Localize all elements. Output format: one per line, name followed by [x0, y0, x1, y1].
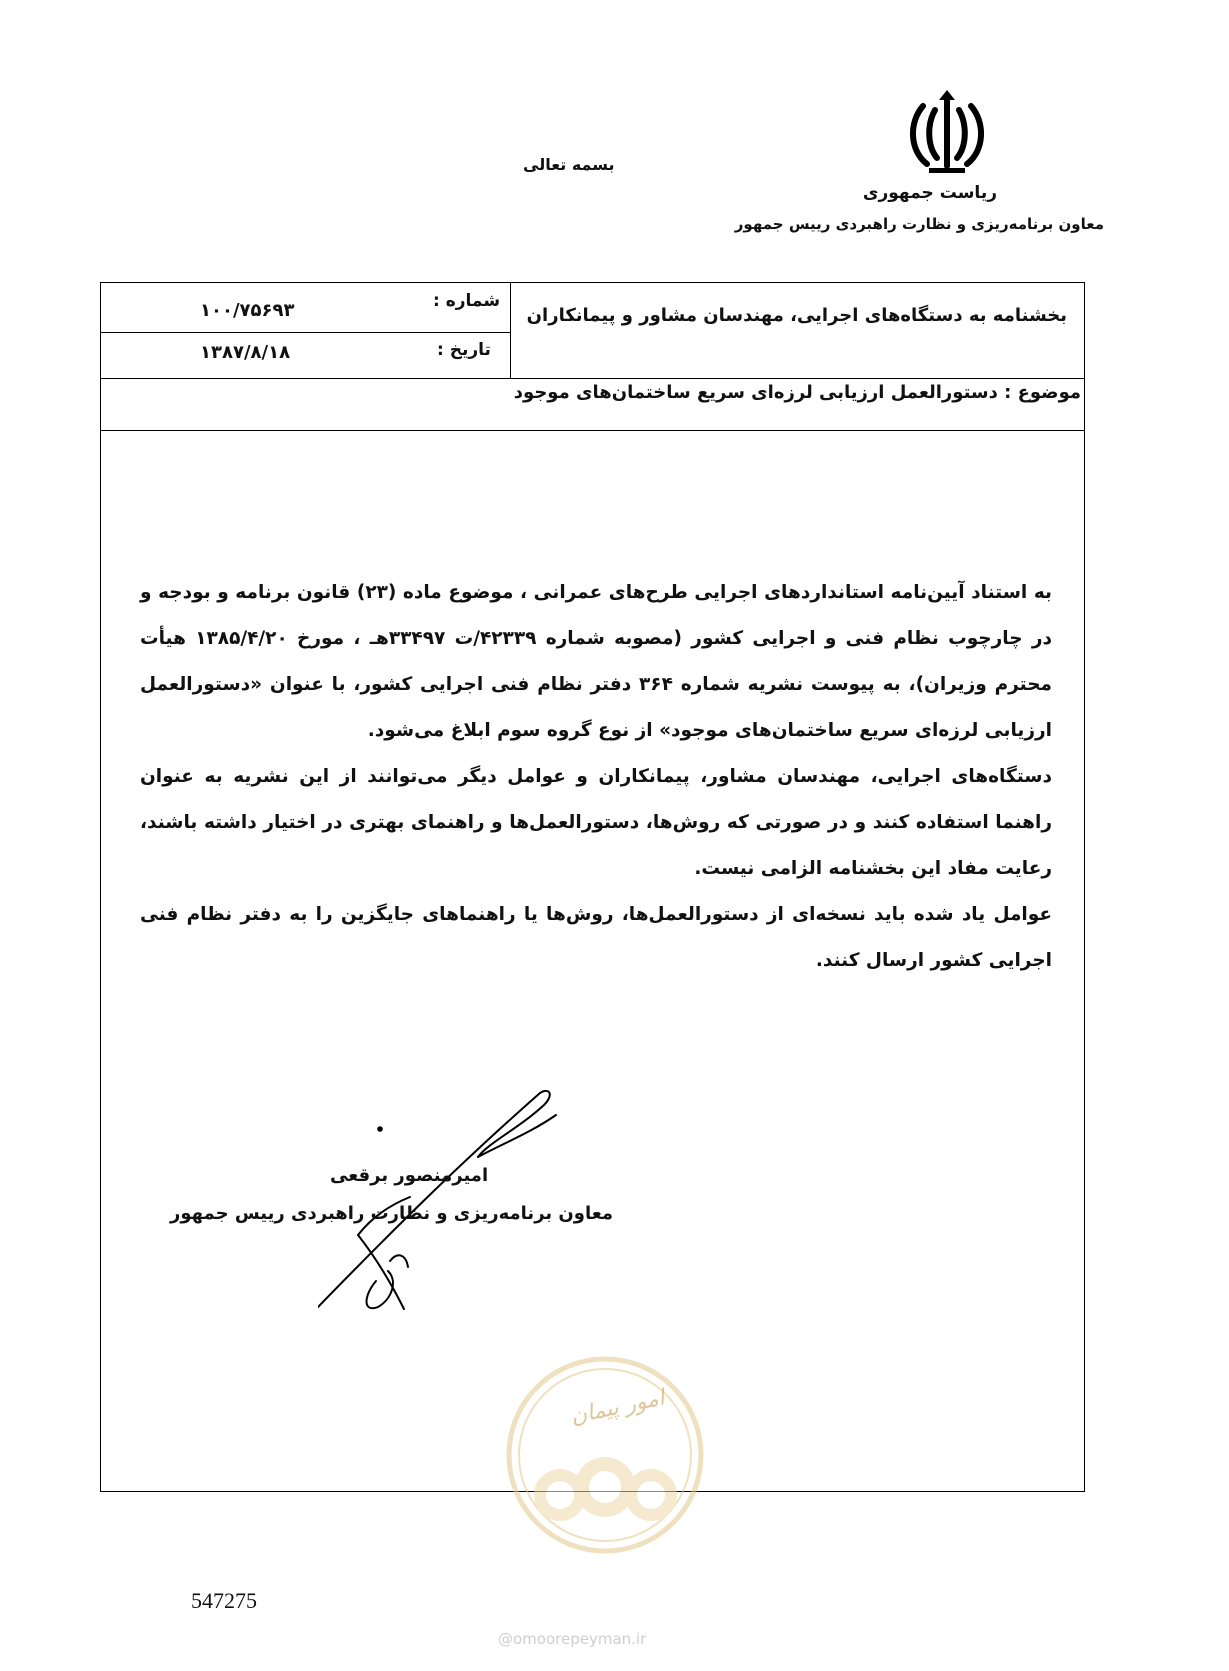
watermark-text: امور پیمان [568, 1385, 667, 1430]
watermark-website: @omoorepeyman.ir [498, 1630, 647, 1648]
subject-line: موضوع : دستورالعمل ارزیابی لرزه‌ای سریع ساختمان‌های موجود [513, 382, 1081, 403]
letter-body [140, 570, 1052, 984]
divider [510, 282, 511, 378]
addressee: بخشنامه به دستگاه‌های اجرایی، مهندسان مشاور و پیمانکاران [526, 305, 1067, 326]
bold-title: دستورالعمل ارزیابی لرزه‌ای سریع ساختمان‌های موجود [140, 674, 1052, 741]
divider [100, 332, 510, 333]
number-label: شماره : [433, 291, 501, 311]
number-value: ۱۰۰/۷۵۶۹۳ [200, 300, 295, 321]
body-paragraph-1 [140, 570, 1052, 754]
signer-name: امیرمنصور برقعی [330, 1165, 489, 1186]
divider [100, 430, 1085, 431]
document-id: 547275 [191, 1588, 257, 1613]
body-text-span: به استناد آیین‌نامه استانداردهای اجرایی طرح‌های عمرانی ، موضوع ماده (۲۳) قانون برنامه و بودجه و در چارچوب نظام فنی و اجرایی کشور (مصوبه شماره ۴۲۳۳۹/ت ۳۳۴۹۷هـ ، مورخ ۱۳۸۵/۴/۲۰ هیأت محترم وزیران)، به پیوست نشریه شماره ۳۶۴ دفتر نظام فنی اجرایی کشور، با عنوان « [140, 582, 1052, 695]
date-label: تاریخ : [437, 340, 491, 360]
body-paragraph-2: دستگاه‌های اجرایی، مهندسان مشاور، پیمانکاران و عوامل دیگر می‌توانند از این نشریه به عنوان راهنما استفاده کنند و در صورتی که روش‌ها، دستورالعمل‌ها و راهنمای بهتری در اختیار داشته باشند، رعایت مفاد این بخشنامه الزامی نیست. [140, 766, 1052, 879]
signer-title: معاون برنامه‌ریزی و نظارت راهبردی رییس جمهور [170, 1203, 614, 1224]
body-paragraph-3: عوامل یاد شده باید نسخه‌ای از دستورالعمل‌ها، روش‌ها یا راهنماهای جایگزین را به دفتر نظام فنی اجرایی کشور ارسال کنند. [140, 904, 1052, 971]
date-value: ۱۳۸۷/۸/۱۸ [200, 342, 291, 363]
body-text-span: » از نوع گروه سوم ابلاغ می‌شود. [367, 720, 672, 741]
iran-emblem-icon [905, 88, 989, 176]
divider [100, 378, 1085, 379]
deputy-header: معاون برنامه‌ریزی و نظارت راهبردی رییس جمهور [734, 215, 1104, 233]
watermark-stamp-icon [505, 1355, 705, 1555]
bismillah-text: بسمه تعالی [523, 155, 615, 174]
presidency-title: ریاست جمهوری [862, 183, 997, 203]
